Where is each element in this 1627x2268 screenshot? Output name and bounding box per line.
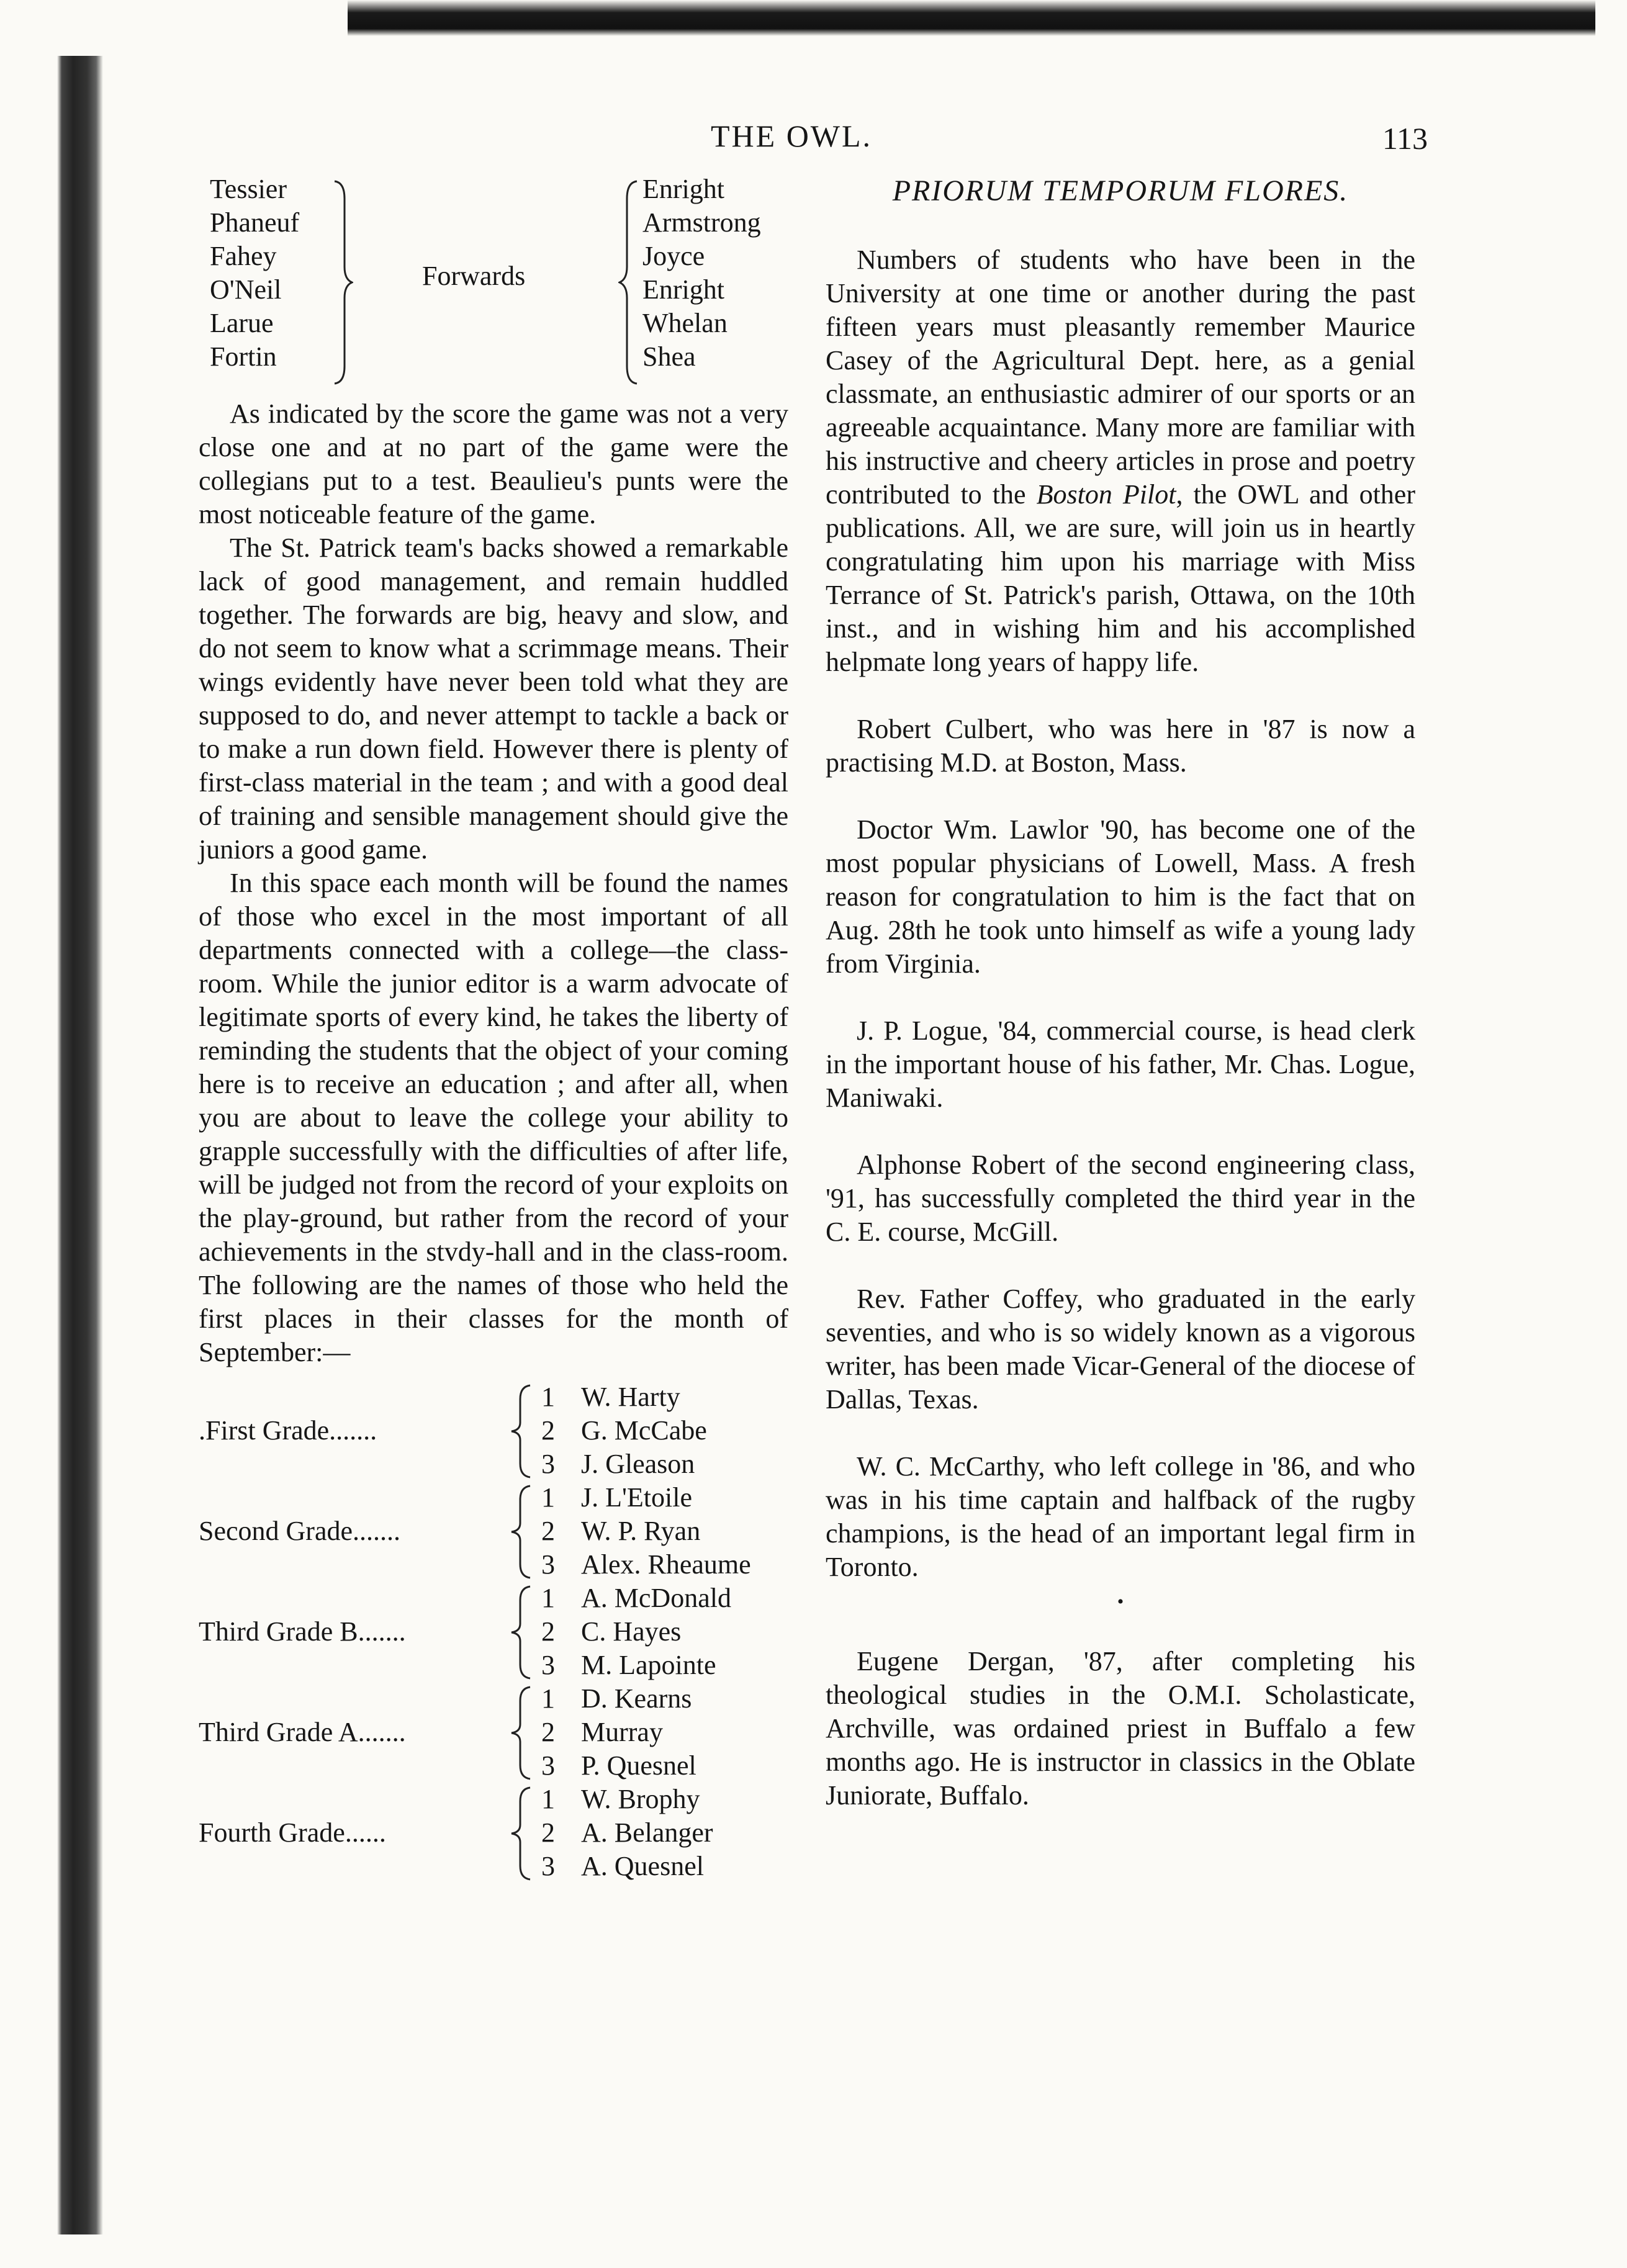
player-name: Joyce — [642, 241, 705, 271]
grade-label: Second Grade....... — [199, 1516, 401, 1546]
publication-title: Boston Pilot — [1036, 479, 1176, 510]
grade-label: .First Grade....... — [199, 1415, 377, 1446]
alumni-news-item: Eugene Dergan, '87, after completing his theological studies in the O.M.I. Scholasticate, Archville, was ordained priest in Buffalo a few months ago. He is instructor in classics in the Oblate Juniorate, Buffalo. — [826, 1646, 1415, 1811]
grade-block — [199, 1481, 788, 1582]
left-curly-brace-icon — [509, 1786, 534, 1881]
honor-entry — [541, 1682, 696, 1716]
student-name: W. P. Ryan — [581, 1516, 701, 1546]
honor-entry — [541, 1414, 707, 1447]
grade-label: Fourth Grade...... — [199, 1817, 386, 1848]
section-title: PRIORUM TEMPORUM FLORES. — [892, 174, 1349, 207]
alumni-news-item — [826, 243, 1415, 679]
honor-entry — [541, 1816, 713, 1850]
player-name: Shea — [642, 341, 696, 372]
student-name: D. Kearns — [581, 1683, 692, 1714]
player-name: Fahey — [210, 241, 277, 271]
left-curly-brace-icon — [509, 1384, 534, 1478]
right-column — [826, 173, 1415, 1846]
honor-entry — [541, 1481, 751, 1514]
left-curly-brace-icon — [509, 1686, 534, 1780]
honor-entry — [541, 1615, 731, 1649]
left-curly-brace-icon — [509, 1585, 534, 1680]
grade-label: Third Grade A....... — [199, 1717, 406, 1747]
student-name: J. L'Etoile — [581, 1482, 693, 1513]
right-curly-brace-icon — [332, 180, 353, 385]
student-name: W. Harty — [581, 1382, 680, 1412]
student-name: Murray — [581, 1717, 663, 1747]
running-title: THE OWL. — [711, 119, 873, 153]
grade-entries — [541, 1380, 707, 1481]
alumni-news-item: Rev. Father Coffey, who graduated in the early seventies, and who is so widely known as a vigorous writer, has been made Vicar-General of the diocese of Dallas, Texas. — [826, 1284, 1415, 1415]
honor-entry — [541, 1649, 731, 1682]
rank-number: 2 — [541, 1817, 555, 1848]
student-name: P. Quesnel — [581, 1750, 696, 1781]
honor-entry — [541, 1380, 707, 1414]
page-header — [186, 118, 1428, 161]
position-label: Forwards — [422, 261, 526, 291]
alumni-news-item: W. C. McCarthy, who left college in '86, and who was in his time captain and halfback of the rugby champions, is the head of an important legal firm in Toronto. — [826, 1451, 1415, 1582]
rank-number: 3 — [541, 1549, 555, 1580]
right-team-list — [642, 173, 761, 374]
game-report-paragraph: As indicated by the score the game was not a very close one and at no part of the game were the collegians put to a test. Beaulieu's punts were the most noticeable feature of the game. — [199, 398, 788, 529]
honor-entry — [541, 1447, 707, 1481]
grade-entries — [541, 1783, 713, 1883]
news-text: , the OWL and other publications. All, we are sure, will join us in heartly congratulating him upon his marriage with Miss Terrance of St. Patrick's parish, Ottawa, on the 10th inst., and in wishing him and his accomplished helpmate long years of happy life. — [826, 479, 1415, 677]
honor-entry — [541, 1716, 696, 1749]
honor-entry — [541, 1783, 713, 1816]
top-edge-shadow — [348, 0, 1595, 36]
honor-entry — [541, 1548, 751, 1582]
player-name: O'Neil — [210, 274, 282, 305]
grade-label: Third Grade B....... — [199, 1616, 406, 1647]
player-name: Fortin — [210, 341, 277, 372]
class-honors-intro-paragraph: In this space each month will be found the names of those who excel in the most important of all departments connected with a college—the class-room. While the junior editor is a warm advocate of legitimate sports of every kind, he takes the liberty of reminding the students that the object of your coming here is to receive an education ; and after all, when you are about to leave the college your ability to grapple successfully with the difficulties of after life, will be judged not from the record of your exploits on the play-ground, but rather from the record of your achievements in the stvdy-hall and in the class-room. The following are the names of those who held the first places in their classes for the month of September:— — [199, 868, 788, 1367]
rank-number: 1 — [541, 1382, 555, 1412]
student-name: A. Belanger — [581, 1817, 713, 1848]
rank-number: 3 — [541, 1650, 555, 1680]
rank-number: 3 — [541, 1750, 555, 1781]
student-name: A. Quesnel — [581, 1851, 704, 1881]
page-number: 113 — [1382, 121, 1428, 156]
player-name: Enright — [642, 274, 724, 305]
player-name: Tessier — [210, 174, 287, 204]
left-team-list — [210, 173, 299, 374]
news-text: Numbers of students who have been in the University at one time or another during the past fifteen years must pleasantly remember Maurice Casey of the Agricultural Dept. here, as a genial classmate, an enthusiastic admirer of our sports or an agreeable acquaintance. Many more are familiar with his instructive and cheery articles in prose and poetry contributed to the — [826, 245, 1415, 510]
game-report-paragraph: The St. Patrick team's backs showed a remarkable lack of good management, and remain huddled together. The forwards are big, heavy and slow, and do not seem to know what a scrimmage means. Their wings evidently have never been told what they are supposed to do, and never attempt to tackle a back or to make a run down field. However there is plenty of first-class material in the team ; and with a good deal of training and sensible management should give the juniors a good game. — [199, 533, 788, 865]
student-name: C. Hayes — [581, 1616, 682, 1647]
grade-entries — [541, 1481, 751, 1582]
grade-block — [199, 1582, 788, 1682]
honor-entry — [541, 1850, 713, 1883]
left-column — [199, 173, 788, 1883]
rank-number: 2 — [541, 1415, 555, 1446]
student-name: Alex. Rheaume — [581, 1549, 751, 1580]
rank-number: 2 — [541, 1516, 555, 1546]
rank-number: 3 — [541, 1851, 555, 1881]
player-name: Larue — [210, 308, 274, 338]
class-honors-list — [199, 1380, 788, 1883]
player-name: Phaneuf — [210, 207, 300, 238]
grade-block — [199, 1682, 788, 1783]
rank-number: 1 — [541, 1482, 555, 1513]
player-name: Enright — [642, 174, 724, 204]
rank-number: 3 — [541, 1449, 555, 1479]
student-name: W. Brophy — [581, 1784, 700, 1814]
player-name: Whelan — [642, 308, 728, 338]
player-name: Armstrong — [642, 207, 761, 238]
student-name: A. McDonald — [581, 1583, 731, 1613]
alumni-news-item: Alphonse Robert of the second engineering class, '91, has successfully completed the third year in the C. E. course, McGill. — [826, 1150, 1415, 1247]
left-curly-brace-icon — [618, 180, 639, 385]
rank-number: 1 — [541, 1683, 555, 1714]
grade-block — [199, 1783, 788, 1883]
rank-number: 1 — [541, 1583, 555, 1613]
binding-edge-shadow — [57, 56, 103, 2234]
grade-entries — [541, 1582, 731, 1682]
alumni-news-item: J. P. Logue, '84, commercial course, is head clerk in the important house of his father, Mr. Chas. Logue, Maniwaki. — [826, 1015, 1415, 1113]
student-name: J. Gleason — [581, 1449, 695, 1479]
alumni-news-item: Robert Culbert, who was here in '87 is now a practising M.D. at Boston, Mass. — [826, 714, 1415, 778]
student-name: M. Lapointe — [581, 1650, 716, 1680]
rank-number: 2 — [541, 1717, 555, 1747]
separator-mark: • — [1117, 1591, 1124, 1612]
rank-number: 1 — [541, 1784, 555, 1814]
grade-block — [199, 1380, 788, 1481]
honor-entry — [541, 1514, 751, 1548]
grade-entries — [541, 1682, 696, 1783]
honor-entry — [541, 1582, 731, 1615]
team-roster — [199, 173, 788, 396]
left-curly-brace-icon — [509, 1485, 534, 1579]
rank-number: 2 — [541, 1616, 555, 1647]
student-name: G. McCabe — [581, 1415, 707, 1446]
honor-entry — [541, 1749, 696, 1783]
alumni-news-item: Doctor Wm. Lawlor '90, has become one of the most popular physicians of Lowell, Mass. A fresh reason for congratulation to him is the fact that on Aug. 28th he took unto himself as wife a young lady from Virginia. — [826, 814, 1415, 979]
